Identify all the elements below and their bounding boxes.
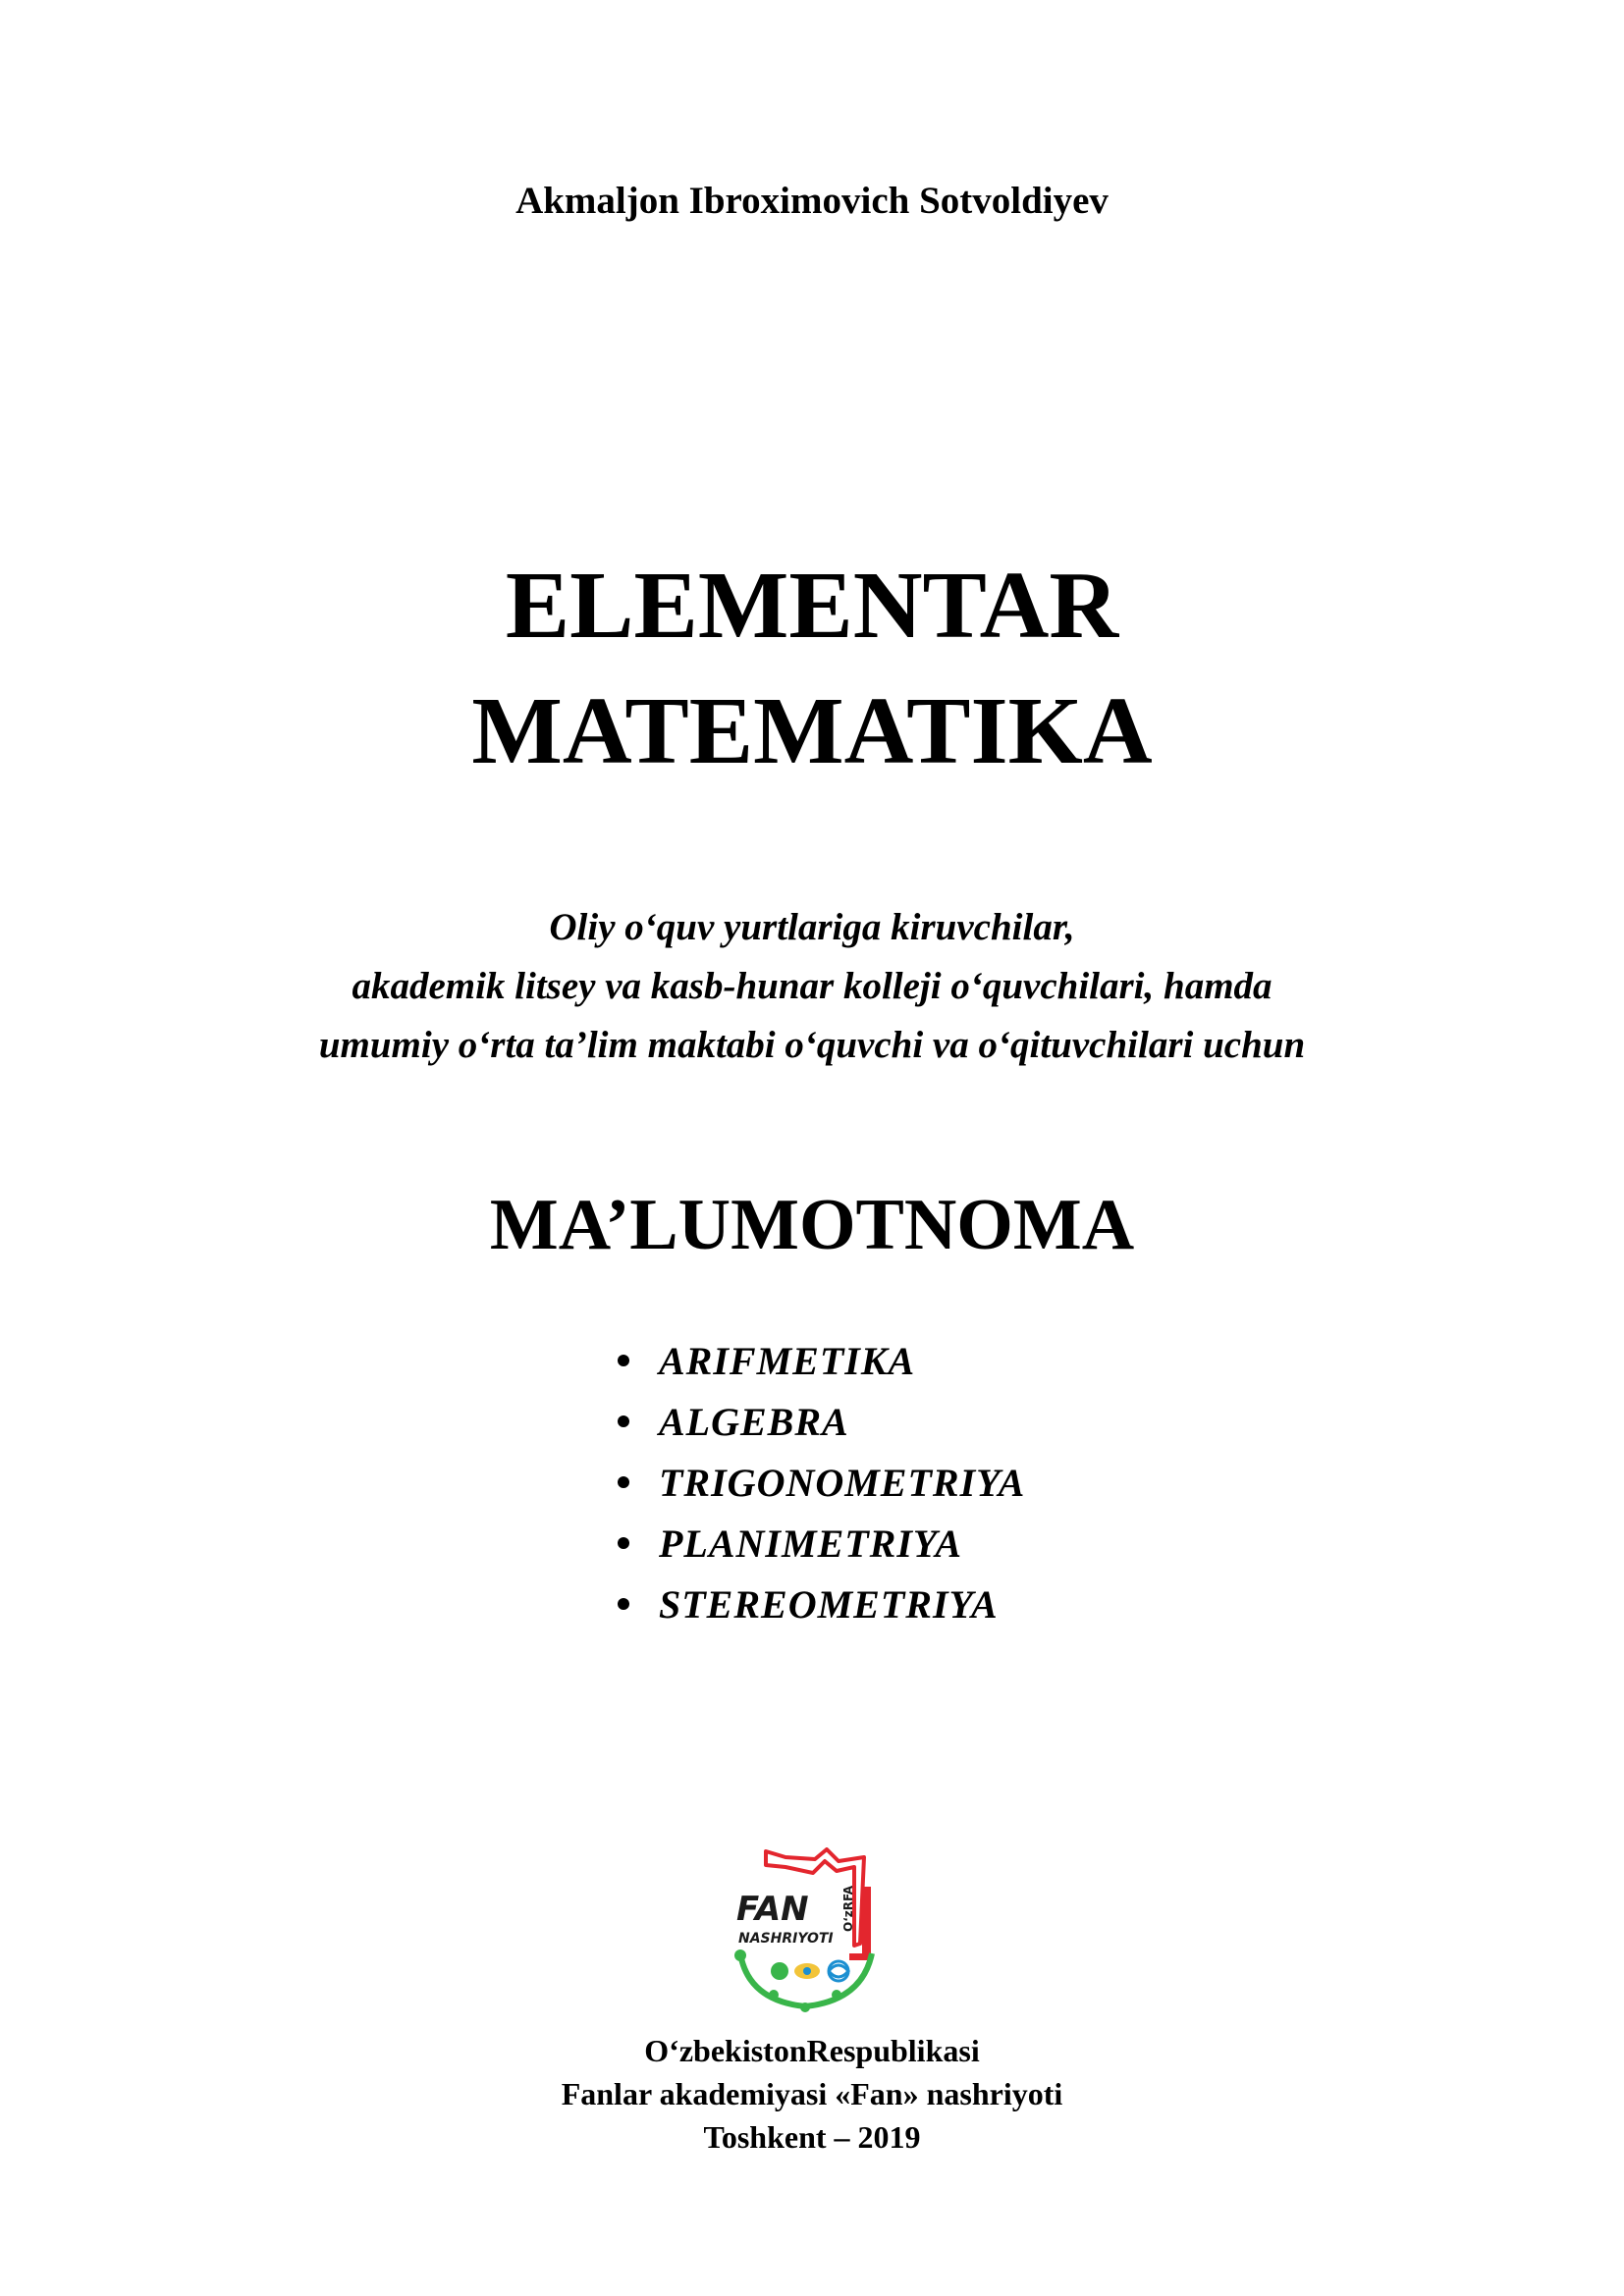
topic-list [614,1330,1025,1634]
publisher-line-1: O‘zbekistonRespublikasi [644,2033,980,2068]
bullet-icon [618,1355,629,1366]
book-subtitle-line-3: umumiy o‘rta ta’lim maktabi o‘quvchi va o‘qituvchilari uchun [318,1024,1306,1066]
topic-item [614,1330,1025,1391]
book-subtitle [0,898,1624,1075]
book-title-line-1: ELEMENTAR [505,553,1119,659]
bullet-icon [618,1537,629,1549]
logo-org-text: O‘zRFA [841,1885,855,1932]
bullet-icon [618,1598,629,1610]
fan-nashriyoti-logo-icon [729,1847,882,2012]
logo-name-text: NASHRIYOTI [738,1931,834,1947]
topic-label: STEREOMETRIYA [659,1581,999,1627]
book-title [0,543,1624,794]
topic-item [614,1574,1025,1634]
book-subtitle-line-2: akademik litsey va kasb-hunar kolleji o‘quvchilari, hamda [352,965,1272,1007]
document-type: MA’LUMOTNOMA [489,1185,1135,1265]
topic-item [614,1391,1025,1452]
author-name: Akmaljon Ibroximovich Sotvoldiyev [515,180,1109,222]
bullet-icon [618,1476,629,1488]
topic-label: PLANIMETRIYA [659,1521,963,1566]
publisher-block [0,2029,1624,2159]
bullet-icon [618,1415,629,1427]
topic-label: ALGEBRA [659,1399,849,1444]
topic-item [614,1513,1025,1574]
publication-place-year: Toshkent – 2019 [703,2119,921,2155]
book-title-line-2: MATEMATIKA [471,678,1153,784]
book-subtitle-line-1: Oliy o‘quv yurtlariga kiruvchilar, [549,906,1075,948]
topic-label: ARIFMETIKA [659,1338,916,1383]
topic-label: TRIGONOMETRIYA [659,1460,1026,1505]
publisher-line-2: Fanlar akademiyasi «Fan» nashriyoti [561,2076,1063,2111]
logo-brand-text: FAN [736,1890,809,1929]
topic-item [614,1452,1025,1513]
